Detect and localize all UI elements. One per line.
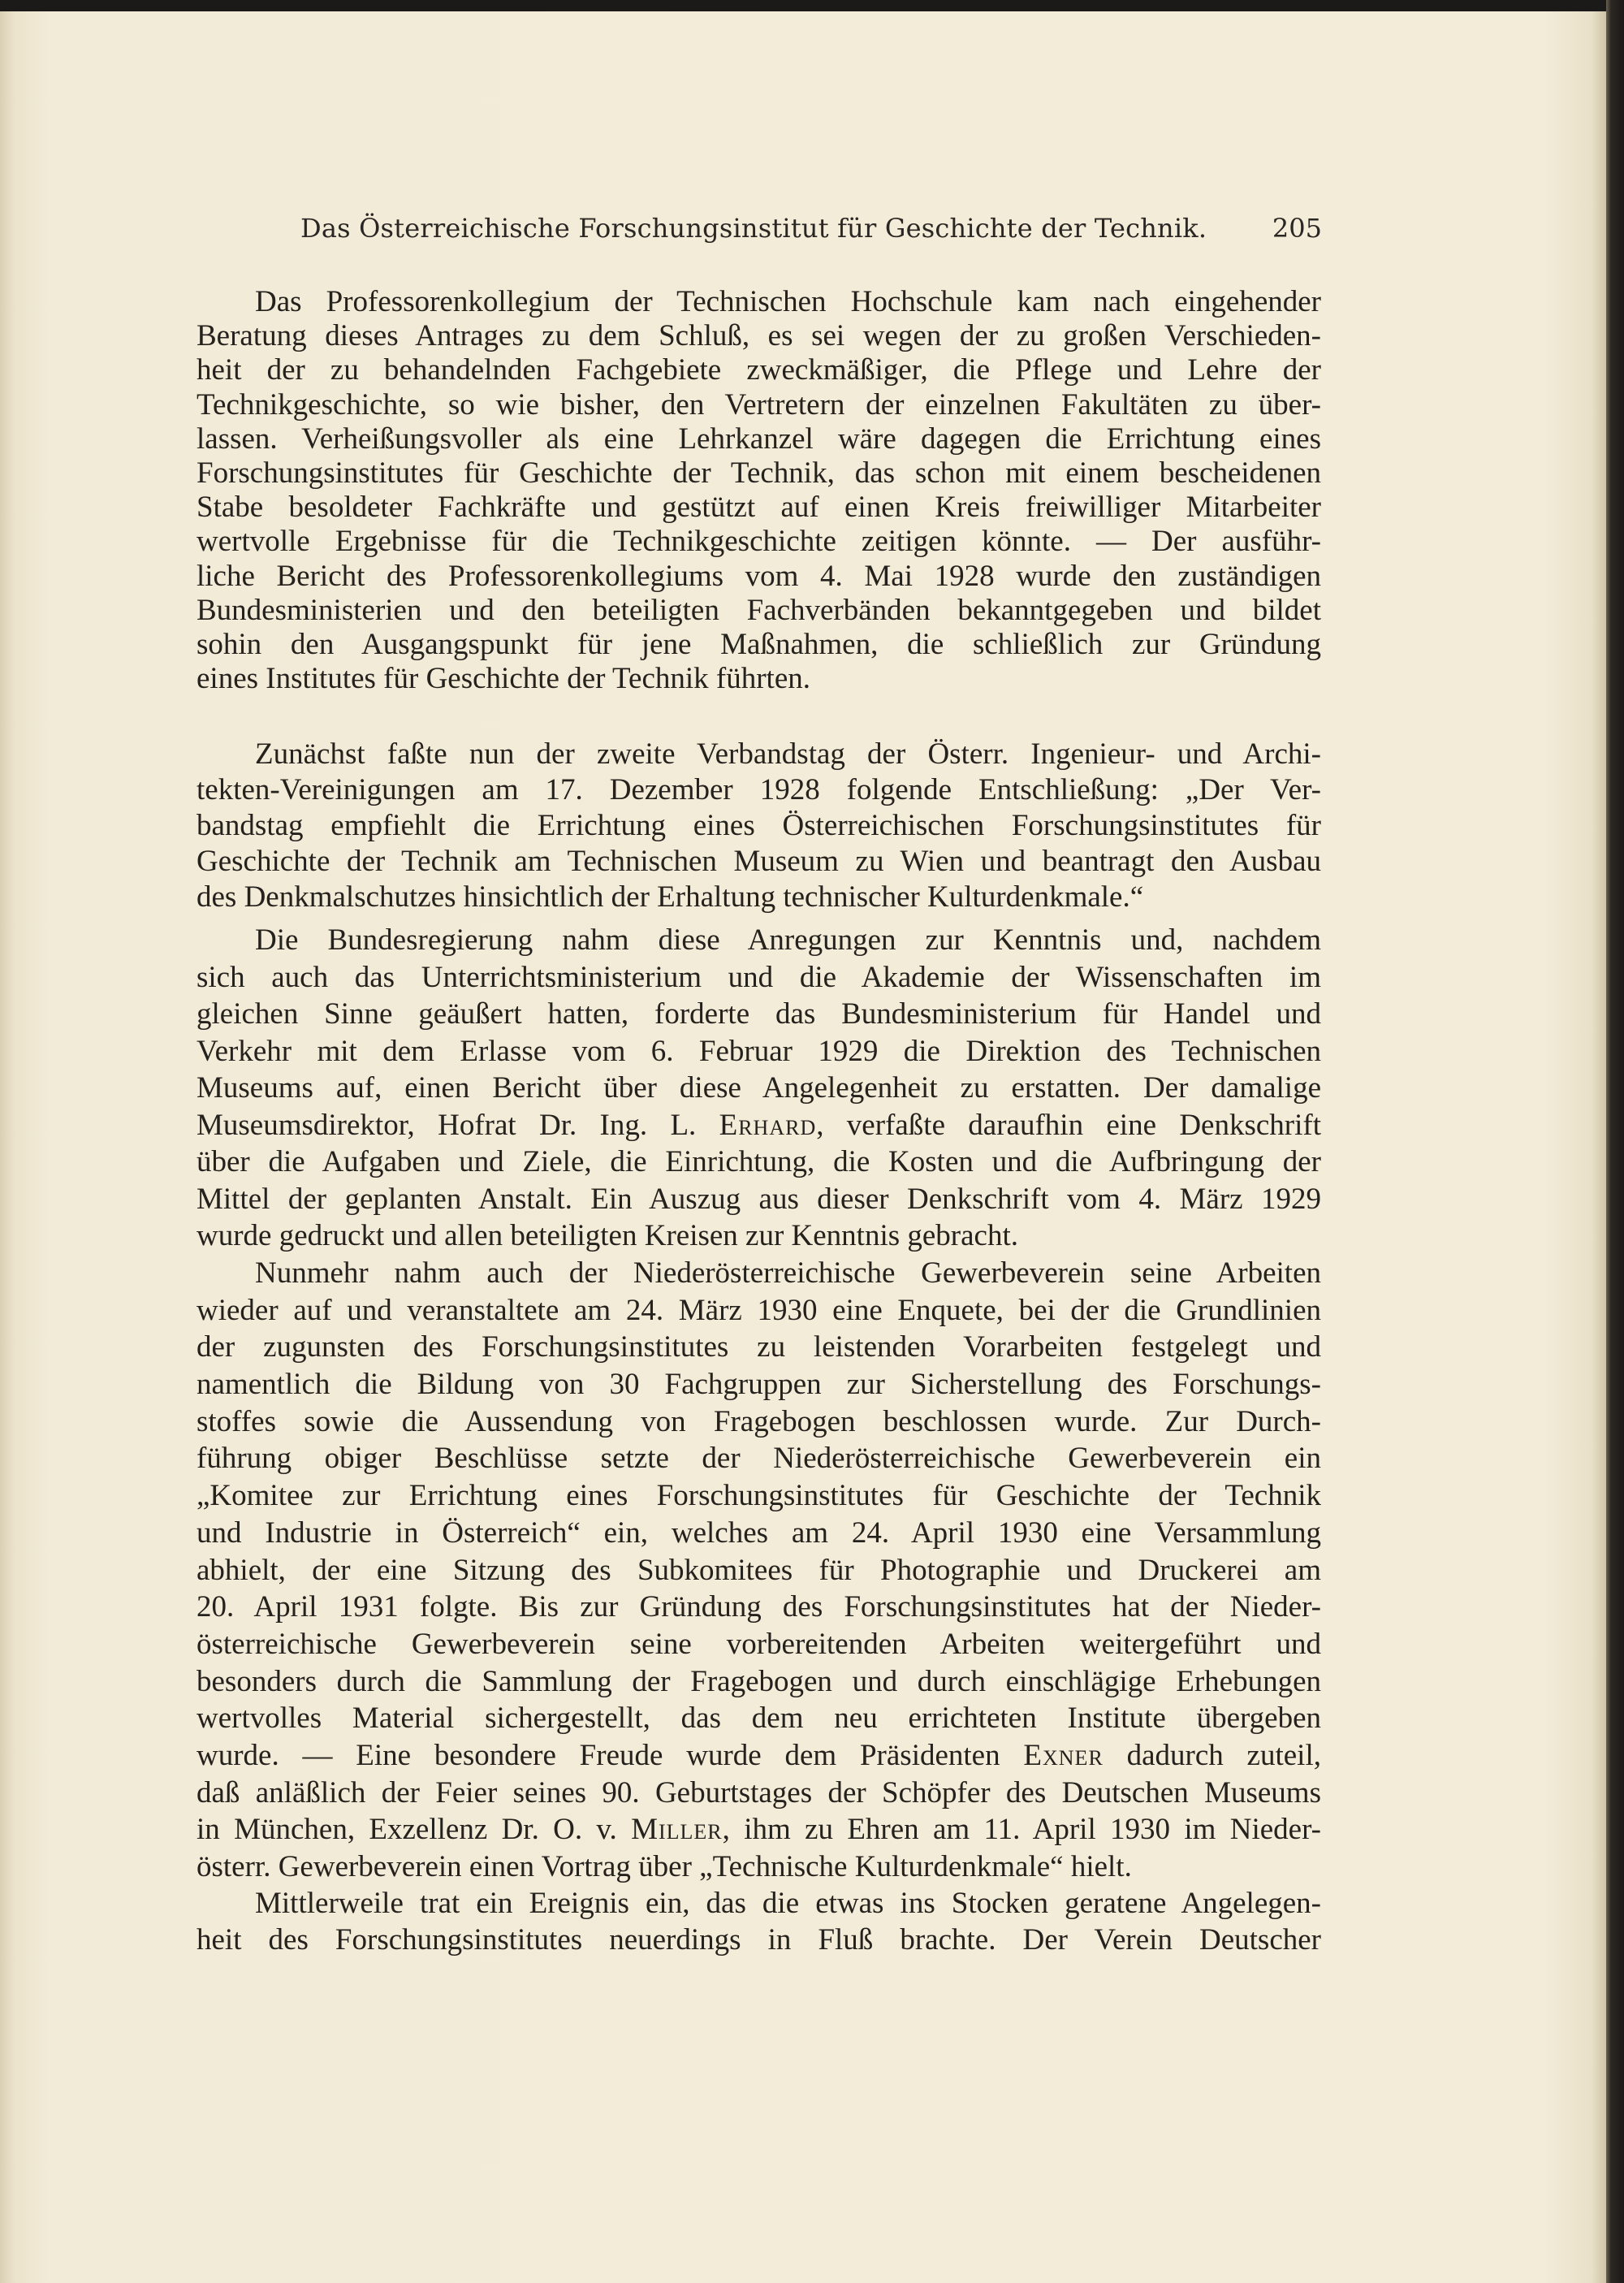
text-line: daß anläßlich der Feier seines 90. Geburtstages der Schöpfer des Deutschen Museums (197, 1775, 1321, 1810)
text-line: gleichen Sinne geäußert hatten, forderte das Bundesministerium für Handel und (197, 997, 1321, 1031)
text-line: sohin den Ausgangspunkt für jene Maßnahmen, die schließlich zur Gründung (197, 627, 1321, 661)
text-line: wertvolles Material sichergestellt, das dem neu errichteten Institute übergeben (197, 1701, 1321, 1736)
text-line: und Industrie in Österreich“ ein, welches am 24. April 1930 eine Versammlung (197, 1516, 1321, 1550)
text-line: über die Aufgaben und Ziele, die Einrichtung, die Kosten und die Aufbringung der (197, 1145, 1321, 1178)
text-line (197, 1811, 1321, 1848)
text-line: liche Bericht des Professorenkollegiums vom 4. Mai 1928 wurde den zuständigen (197, 559, 1321, 593)
text-line: Die Bundesregierung nahm diese Anregungen zur Kenntnis und, nachdem (255, 923, 1321, 957)
text-segment: in München, Exzellenz Dr. O. v. (197, 1813, 632, 1847)
text-line: heit des Forschungsinstitutes neuerdings in Fluß brachte. Der Verein Deutscher (197, 1923, 1321, 1957)
text-line: 20. April 1931 folgte. Bis zur Gründung des Forschungsinstitutes hat der Nieder- (197, 1590, 1321, 1624)
scan-top-edge (0, 0, 1624, 11)
text-line: Verkehr mit dem Erlasse vom 6. Februar 1929 die Direktion des Technischen (197, 1034, 1321, 1068)
text-line: österr. Gewerbeverein einen Vortrag über „Technische Kulturdenkmale“ hielt. (197, 1850, 1132, 1883)
text-segment: dadurch zuteil, (1103, 1738, 1321, 1772)
text-line: namentlich die Bildung von 30 Fachgruppen zur Sicherstellung des Forschungs- (197, 1368, 1321, 1402)
text-line: sich auch das Unterrichtsministerium und die Akademie der Wissenschaften im (197, 960, 1321, 994)
paragraph-3 (197, 922, 1321, 1255)
text-line: tekten-Vereinigungen am 17. Dezember 1928 folgende Entschließung: „Der Ver- (197, 773, 1321, 806)
text-line: abhielt, der eine Sitzung des Subkomitees für Photographie und Druckerei am (197, 1553, 1321, 1587)
paragraph-2 (197, 737, 1321, 915)
text-line: Mittel der geplanten Anstalt. Ein Auszug aus dieser Denkschrift vom 4. März 1929 (197, 1182, 1321, 1216)
text-line: Zunächst faßte nun der zweite Verbandstag der Österr. Ingenieur- und Archi- (255, 737, 1321, 771)
text-line (197, 1107, 1321, 1144)
text-line: des Denkmalschutzes hinsichtlich der Erhaltung technischer Kulturdenkmale.“ (197, 880, 1144, 914)
text-segment: , verfaßte daraufhin eine Denkschrift (816, 1108, 1321, 1142)
small-caps-name: Miller (631, 1813, 723, 1847)
text-line: „Komitee zur Errichtung eines Forschungsinstitutes für Geschichte der Technik (197, 1479, 1321, 1513)
text-line: wertvolle Ergebnisse für die Technikgeschichte zeitigen könnte. — Der ausführ- (197, 525, 1321, 559)
text-line: führung obiger Beschlüsse setzte der Niederösterreichische Gewerbeverein ein (197, 1442, 1321, 1476)
text-line: heit der zu behandelnden Fachgebiete zweckmäßiger, die Pflege und Lehre der (197, 353, 1321, 387)
text-segment: Museumsdirektor, Hofrat Dr. Ing. L. (197, 1108, 719, 1142)
page-number: 205 (1272, 213, 1322, 244)
text-line: Technikgeschichte, so wie bisher, den Vertretern der einzelnen Fakultäten zu über- (197, 387, 1321, 422)
small-caps-name: Exner (1023, 1738, 1104, 1772)
small-caps-name: Erhard (719, 1108, 817, 1142)
text-line: Forschungsinstitutes für Geschichte der Technik, das schon mit einem bescheidenen (197, 456, 1321, 490)
paragraph-5 (197, 1885, 1321, 1958)
scan-right-edge (1606, 0, 1624, 2283)
paragraph-1 (197, 285, 1321, 696)
text-line: Beratung dieses Antrages zu dem Schluß, es sei wegen der zu großen Verschieden- (197, 319, 1321, 353)
text-line: besonders durch die Sammlung der Fragebogen und durch einschlägige Erhebungen (197, 1664, 1321, 1698)
text-line: lassen. Verheißungsvoller als eine Lehrkanzel wäre dagegen die Errichtung eines (197, 422, 1321, 456)
text-line: eines Institutes für Geschichte der Technik führten. (197, 662, 811, 696)
text-line: Bundesministerien und den beteiligten Fachverbänden bekanntgegeben und bildet (197, 593, 1321, 627)
text-line: bandstag empfiehlt die Errichtung eines Österreichischen Forschungsinstitutes für (197, 809, 1321, 842)
text-line (197, 1737, 1321, 1775)
text-segment: wurde. — Eine besondere Freude wurde dem Präsidenten (197, 1738, 1024, 1772)
text-line: Nunmehr nahm auch der Niederösterreichische Gewerbeverein seine Arbeiten (255, 1256, 1321, 1290)
text-line: stoffes sowie die Aussendung von Fragebogen beschlossen wurde. Zur Durch- (197, 1404, 1321, 1438)
text-line: österreichische Gewerbeverein seine vorbereitenden Arbeiten weitergeführt und (197, 1627, 1321, 1661)
text-line: Stabe besoldeter Fachkräfte und gestützt auf einen Kreis freiwilliger Mitarbeiter (197, 491, 1321, 525)
text-line: der zugunsten des Forschungsinstitutes zu leistenden Vorarbeiten festgelegt und (197, 1330, 1321, 1364)
text-line: wieder auf und veranstaltete am 24. März 1930 eine Enquete, bei der die Grundlinien (197, 1293, 1321, 1327)
text-line: Mittlerweile trat ein Ereignis ein, das die etwas ins Stocken geratene Angelegen- (255, 1887, 1321, 1920)
text-line: Das Professorenkollegium der Technischen Hochschule kam nach eingehender (255, 285, 1321, 318)
running-head-title: Das Österreichische Forschungsinstitut für Geschichte der Technik. (300, 213, 1207, 244)
text-line: wurde gedruckt und allen beteiligten Kreisen zur Kenntnis gebracht. (197, 1219, 1019, 1252)
text-line: Museums auf, einen Bericht über diese Angelegenheit zu erstatten. Der damalige (197, 1071, 1321, 1105)
text-line: Geschichte der Technik am Technischen Museum zu Wien und beantragt den Ausbau (197, 845, 1321, 878)
text-segment: , ihm zu Ehren am 11. April 1930 im Nieder- (722, 1813, 1321, 1847)
paragraph-4 (197, 1255, 1321, 1886)
running-head (300, 213, 1322, 250)
